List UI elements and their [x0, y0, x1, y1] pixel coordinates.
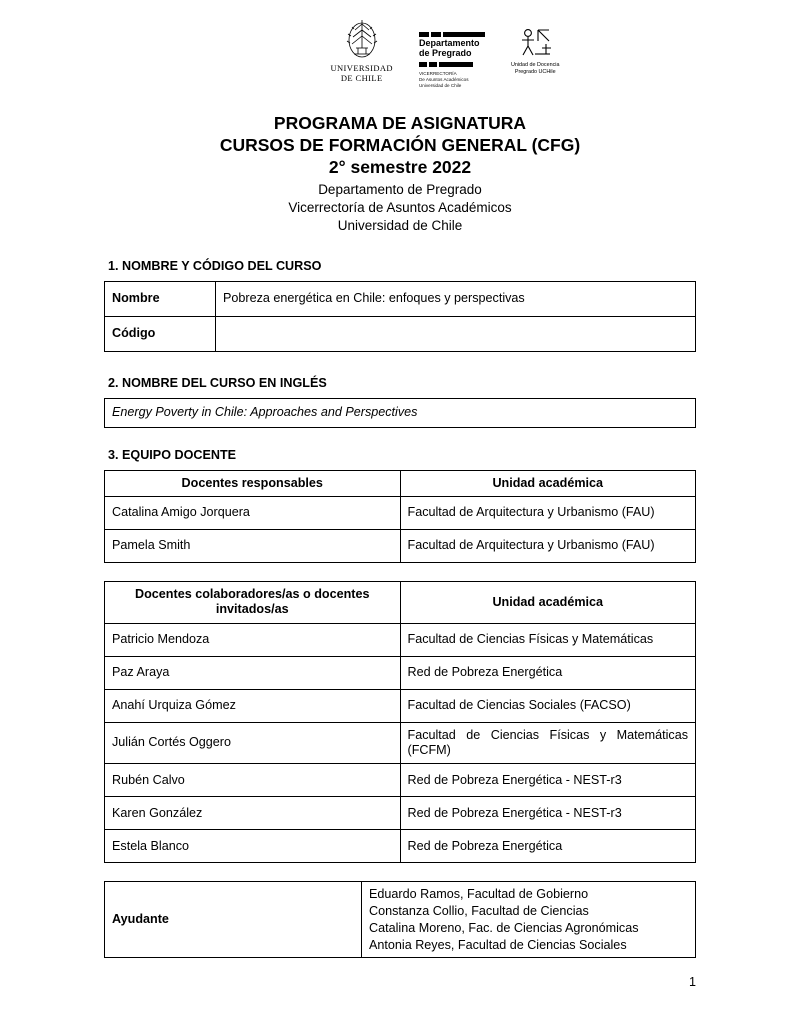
collaborator-unit: Red de Pobreza Energética — [400, 656, 696, 689]
page-title-line1: PROGRAMA DE ASIGNATURA — [273, 113, 527, 133]
assistant-person: Constanza Collio, Facultad de Ciencias — [369, 904, 589, 919]
table-row — [105, 496, 696, 529]
assistant-list — [362, 882, 696, 958]
dep-logo-subtext: VICERRECTORÍA De Asuntos Académicos Universidad de Chile — [418, 70, 469, 89]
page-title — [104, 112, 696, 179]
unidad-docencia-line1: Unidad de Docencia — [510, 62, 560, 68]
collaborator-name: Anahí Urquiza Gómez — [105, 689, 401, 722]
teacher-name: Pamela Smith — [105, 529, 401, 562]
uch-logo-line2: DE CHILE — [340, 72, 383, 83]
collaborator-name: Karen González — [105, 797, 401, 830]
collaborator-unit: Facultad de Ciencias Físicas y Matemáticas — [400, 623, 696, 656]
teaching-assistant-table — [104, 881, 696, 958]
table-row — [105, 656, 696, 689]
table-row — [105, 797, 696, 830]
course-english-name-value: Energy Poverty in Chile: Approaches and Perspectives — [105, 398, 696, 427]
page-subtitle — [104, 181, 696, 235]
responsible-teachers-table — [104, 470, 696, 563]
unidad-docencia-text — [511, 62, 560, 76]
departamento-pregrado-logo — [419, 18, 485, 89]
page-number: 1 — [688, 975, 696, 989]
collaborator-name: Patricio Mendoza — [105, 623, 401, 656]
collaborating-teachers-table — [104, 581, 696, 863]
page-subtitle-line1: Departamento de Pregrado — [318, 181, 482, 197]
section-heading-1: 1. NOMBRE Y CÓDIGO DEL CURSO — [108, 258, 322, 273]
uch-logo-line1: UNIVERSIDAD — [330, 63, 393, 73]
column-header-unidad-academica: Unidad académica — [400, 470, 696, 496]
course-english-name-table — [104, 398, 696, 428]
table-row — [105, 623, 696, 656]
unidad-docencia-line2: Pregrado UCHile — [514, 68, 556, 75]
collaborator-name: Paz Araya — [105, 656, 401, 689]
collaborator-unit: Red de Pobreza Energética - NEST-r3 — [400, 797, 696, 830]
uch-logo-text — [330, 64, 392, 84]
uch-emblem-icon — [342, 18, 382, 62]
collaborator-unit: Facultad de Ciencias Físicas y Matemáticas (FCFM) — [400, 722, 696, 764]
course-name-label: Nombre — [105, 281, 216, 316]
teacher-unit: Facultad de Arquitectura y Urbanismo (FAU) — [400, 529, 696, 562]
column-header-unidad-academica: Unidad académica — [400, 581, 696, 623]
table-header-row — [105, 581, 696, 623]
table-header-row — [105, 470, 696, 496]
section-heading-2: 2. NOMBRE DEL CURSO EN INGLÉS — [108, 375, 327, 390]
collaborator-name: Rubén Calvo — [105, 764, 401, 797]
table-row — [105, 398, 696, 427]
unidad-docencia-logo — [511, 18, 560, 76]
page-title-line3: 2° semestre 2022 — [328, 157, 472, 178]
column-header-docentes-colaboradores: Docentes colaboradores/as o docentes invitados/as — [105, 581, 401, 623]
teacher-unit: Facultad de Arquitectura y Urbanismo (FAU) — [400, 496, 696, 529]
teacher-name: Catalina Amigo Jorquera — [105, 496, 401, 529]
collaborator-name: Estela Blanco — [105, 830, 401, 863]
table-row — [105, 529, 696, 562]
dep-bars-icon — [419, 32, 485, 37]
universidad-de-chile-logo — [330, 18, 392, 84]
assistant-person: Eduardo Ramos, Facultad de Gobierno — [369, 887, 589, 902]
collaborator-unit: Facultad de Ciencias Sociales (FACSO) — [400, 689, 696, 722]
column-header-docentes-responsables: Docentes responsables — [105, 470, 401, 496]
collaborator-unit: Red de Pobreza Energética - NEST-r3 — [400, 764, 696, 797]
table-row — [105, 722, 696, 764]
table-row — [105, 764, 696, 797]
table-row — [105, 281, 696, 316]
assistant-label: Ayudante — [105, 882, 362, 958]
course-name-value: Pobreza energética en Chile: enfoques y perspectivas — [216, 281, 696, 316]
page-subtitle-line3: Universidad de Chile — [337, 217, 463, 233]
dep-logo-line1: Departamento — [418, 38, 480, 48]
header-logos — [194, 18, 696, 96]
page-subtitle-line2: Vicerrectoría de Asuntos Académicos — [288, 199, 512, 215]
assistant-person: Catalina Moreno, Fac. de Ciencias Agronómicas — [369, 920, 639, 935]
section-heading-3: 3. EQUIPO DOCENTE — [108, 447, 237, 462]
course-code-label: Código — [105, 316, 216, 351]
collaborator-unit: Red de Pobreza Energética — [400, 830, 696, 863]
table-row — [105, 689, 696, 722]
course-code-value — [216, 316, 696, 351]
table-row — [105, 316, 696, 351]
unidad-docencia-icon — [516, 24, 554, 60]
dep-logo-line2: de Pregrado — [418, 47, 472, 58]
page-title-line2: CURSOS DE FORMACIÓN GENERAL (CFG) — [219, 135, 581, 156]
collaborator-name: Julián Cortés Oggero — [105, 722, 401, 764]
course-name-table — [104, 281, 696, 352]
table-row — [105, 882, 696, 958]
dep-logo-title — [419, 39, 480, 59]
table-row — [105, 830, 696, 863]
assistant-person: Antonia Reyes, Facultad de Ciencias Sociales — [369, 937, 627, 952]
